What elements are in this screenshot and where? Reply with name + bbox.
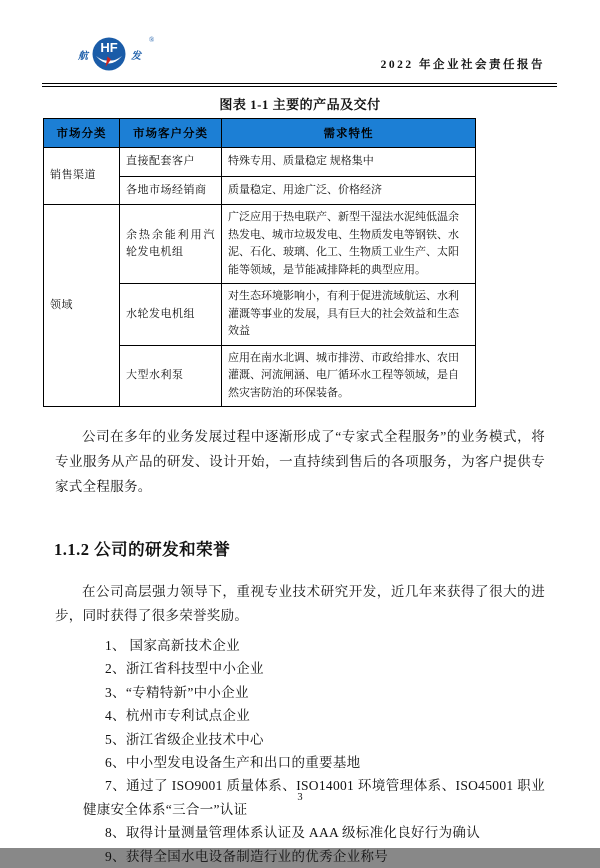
logo-monogram: HF (100, 40, 118, 55)
company-logo (78, 33, 160, 75)
table-row (44, 205, 476, 284)
feature-cell: 应用在南水北调、城市排涝、市政给排水、农田灌溉、河流闸涵、电厂循环水工程等领域，是自然灾害防治的环保装备。 (222, 345, 476, 407)
honor-item: 5、浙江省级企业技术中心 (105, 731, 264, 747)
honor-item: 4、杭州市专利试点企业 (105, 708, 251, 724)
feature-cell: 特殊专用、质量稳定 规格集中 (222, 148, 476, 177)
customer-cell: 各地市场经销商 (120, 176, 222, 205)
category-cell-sales-channel: 销售渠道 (44, 148, 120, 205)
header-divider (42, 83, 557, 87)
category-cell-domain: 领域 (44, 205, 120, 407)
feature-cell: 广泛应用于热电联产、新型干湿法水泥纯低温余热发电、城市垃圾发电、生物质发电等钢铁、水泥、石化、玻璃、化工、生物质工业生产、太阳能等领域，是节能减排降耗的典型应用。 (222, 205, 476, 284)
table-row (44, 148, 476, 177)
honor-item: 6、中小型发电设备生产和出口的重要基地 (105, 755, 361, 771)
honor-item: 7、通过了 ISO9001 质量体系、ISO14001 环境管理体系、ISO45001 职业健康安全体系“三合一”认证 (83, 778, 545, 817)
honor-item: 2、浙江省科技型中小企业 (105, 661, 264, 677)
service-model-paragraph: 公司在多年的业务发展过程中逐渐形成了“专家式全程服务”的业务模式，将专业服务从产品的研发、设计开始，一直持续到售后的各项服务，为客户提供专家式全程服务。 (55, 429, 545, 494)
page-number: 3 (297, 792, 303, 803)
company-logo-graphic (78, 33, 160, 75)
logo-right-char: 发 (131, 51, 141, 62)
honor-item: 9、获得全国水电设备制造行业的优秀企业称号 (105, 848, 389, 864)
table-caption: 图表 1-1 主要的产品及交付 (219, 97, 381, 112)
section-intro-paragraph: 在公司高层强力领导下，重视专业技术研究开发，近几年来获得了很大的进步，同时获得了很多荣誉奖励。 (55, 584, 545, 623)
report-title: 2022 年企业社会责任报告 (380, 59, 545, 71)
customer-cell: 大型水利泵 (120, 345, 222, 407)
customer-cell: 直接配套客户 (120, 148, 222, 177)
honor-item: 3、“专精特新”中小企业 (105, 684, 249, 700)
table-header-row (44, 119, 476, 148)
section-heading: 1.1.2 公司的研发和荣誉 (54, 540, 231, 559)
registered-trademark-icon: ® (149, 36, 155, 44)
feature-cell: 质量稳定、用途广泛、价格经济 (222, 176, 476, 205)
column-header-demand-features: 需求特性 (222, 119, 476, 148)
customer-cell: 水轮发电机组 (120, 284, 222, 346)
logo-left-char: 航 (78, 51, 88, 62)
customer-cell: 余热余能利用汽轮发电机组 (120, 205, 222, 284)
products-delivery-table (43, 118, 476, 407)
page-header (0, 0, 600, 83)
column-header-market-category: 市场分类 (44, 119, 120, 148)
honor-item: 8、取得计量测量管理体系认证及 AAA 级标准化良好行为确认 (105, 825, 481, 841)
honor-item: 1、 国家高新技术企业 (105, 638, 240, 653)
feature-cell: 对生态环境影响小，有利于促进流域航运、水利灌溉等事业的发展，具有巨大的社会效益和生态效益 (222, 284, 476, 346)
honors-list (42, 634, 557, 868)
column-header-customer-category: 市场客户分类 (120, 119, 222, 148)
